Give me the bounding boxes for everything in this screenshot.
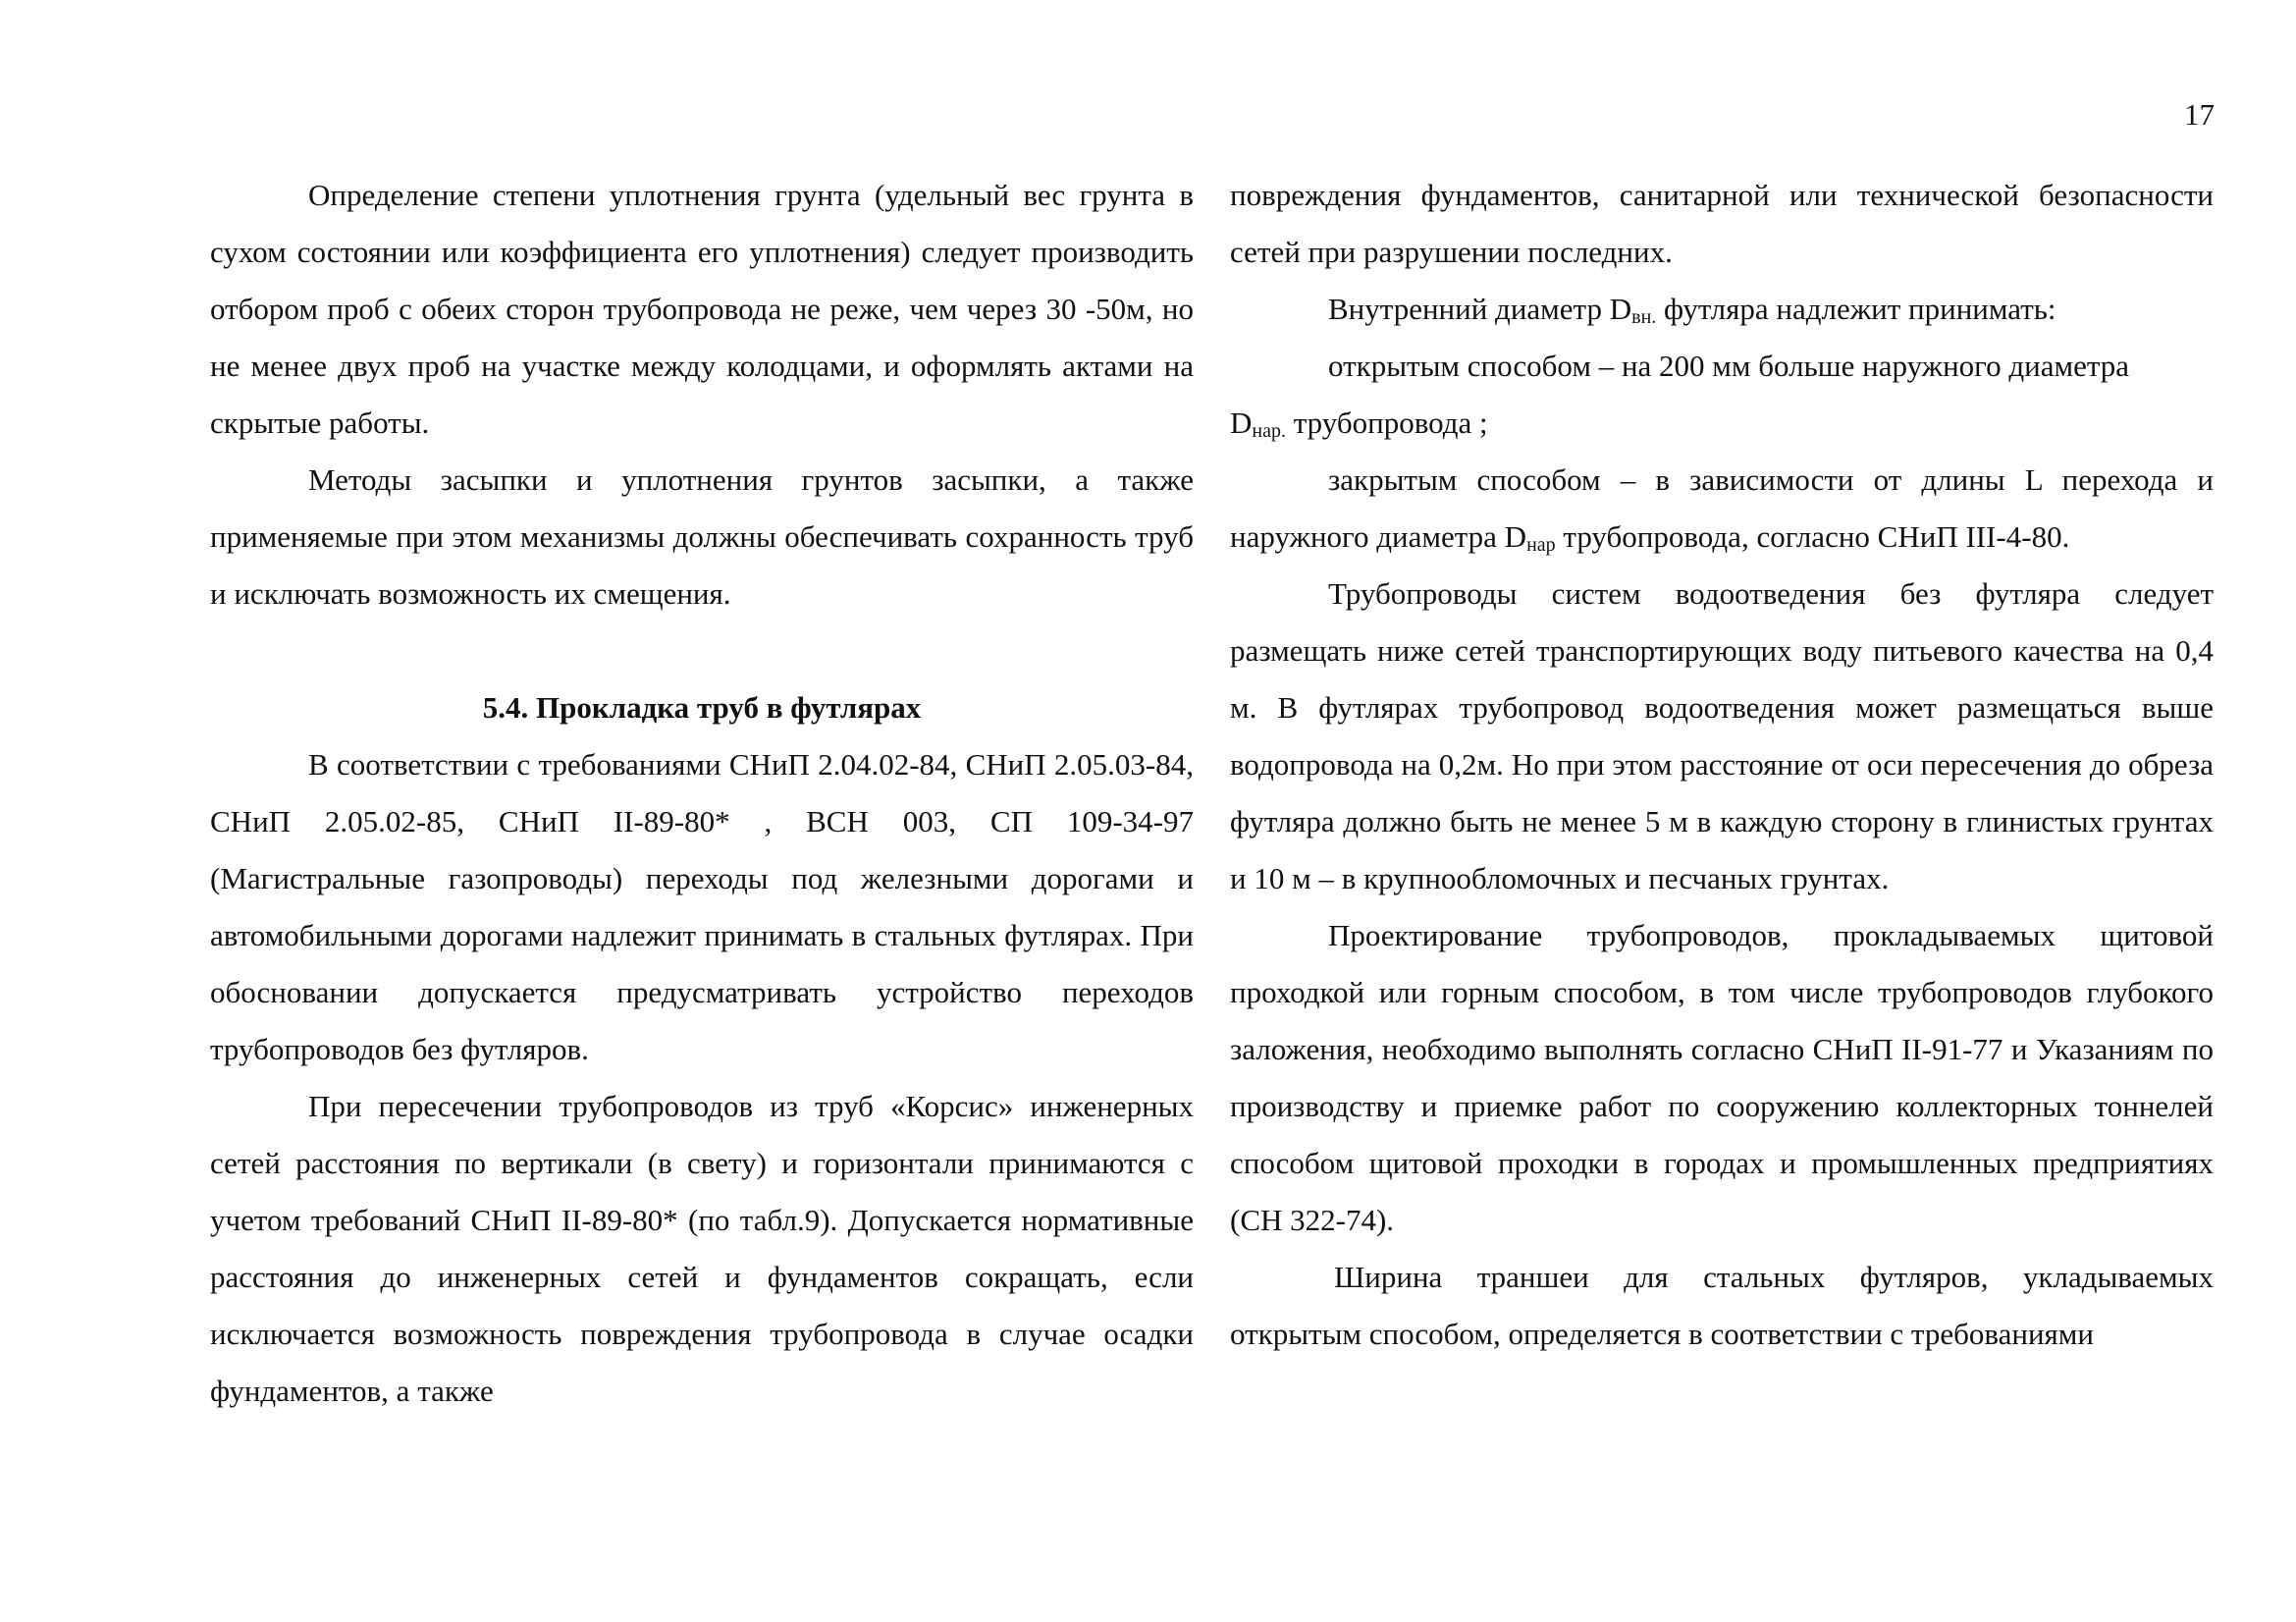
paragraph-closed-method [1230, 452, 2214, 566]
page-number: 17 [2184, 97, 2215, 132]
inner-diameter-text: Внутренний диаметр D [1328, 292, 1632, 326]
left-column [210, 167, 1194, 1420]
paragraph-soil-compaction: Определение степени уплотнения грунта (удельный вес грунта в сухом состоянии или коэффициента его уплотнения) следует производить отбором проб с обеих сторон трубопровода не реже, чем через 30 -50м, но не менее двух проб на участке между колодцами, и оформлять актами на скрытые работы. [210, 178, 1194, 440]
paragraph-casing-requirements: В соответствии с требованиями СНиП 2.04.02-84, СНиП 2.05.03-84, СНиП 2.05.02-85, СНиП II-89-80* , ВСН 003, СП 109-34-97 (Магистральные газопроводы) переходы под железными дорогами и автомобильными дорогами надлежит принимать в стальных футлярах. При обосновании допускается предусматривать устройство переходов трубопроводов без футляров. [210, 747, 1194, 1066]
paragraph-open-method: открытым способом – на 200 мм больше наружного диаметра [1328, 349, 2130, 383]
inner-diameter-text-end: футляра надлежит принимать: [1656, 292, 2056, 326]
paragraph-trench-width: Ширина траншеи для стальных футляров, укладываемых открытым способом, определяется в соответствии с требованиями [1230, 1260, 2214, 1351]
paragraph-continuation: повреждения фундаментов, санитарной или технической безопасности сетей при разрушении последних. [1230, 178, 2214, 269]
inner-diameter-subscript: вн. [1631, 306, 1657, 328]
paragraph-drainage-pipelines: Трубопроводы систем водоотведения без футляра следует размещать ниже сетей транспортирующих воду питьевого качества на 0,4 м. В футлярах трубопровод водоотведения может размещаться выше водопровода на 0,2м. Но при этом расстояние от оси пересечения до обреза футляра должно быть не менее 5 м в каждую сторону в глинистых грунтах и 10 м – в крупнообломочных и песчаных грунтах. [1230, 576, 2214, 895]
outer-diameter-text: трубопровода ; [1285, 406, 1488, 440]
outer-diameter-symbol: D [1230, 406, 1253, 440]
paragraph-crossing-distances: При пересечении трубопроводов из труб «Корсис» инженерных сетей расстояния по вертикали (в свету) и горизонтали принимаются с учетом требований СНиП II-89-80* (по табл.9). Допускается нормативные расстояния до инженерных сетей и фундаментов сокращать, если исключается возможность повреждения трубопровода в случае осадки фундаментов, а также [210, 1089, 1194, 1408]
paragraph-open-method-continuation [1230, 395, 2214, 452]
paragraph-backfill-methods: Методы засыпки и уплотнения грунтов засыпки, а также применяемые при этом механизмы должны обеспечивать сохранность труб и исключать возможность их смещения. [210, 462, 1194, 611]
paragraph-shield-tunneling: Проектирование трубопроводов, прокладываемых щитовой проходкой или горным способом, в том числе трубопроводов глубокого заложения, необходимо выполнять согласно СНиП II-91-77 и Указаниям по производству и приемке работ по сооружению коллекторных тоннелей способом щитовой проходки в городах и промышленных предприятиях (СН 322-74). [1230, 918, 2214, 1237]
closed-method-subscript: нар [1526, 534, 1556, 556]
closed-method-text-end: трубопровода, согласно СНиП III-4-80. [1555, 519, 2070, 554]
closed-method-text: закрытым способом – в зависимости от длины L перехода и наружного диаметра D [1230, 462, 2214, 554]
section-heading: 5.4. Прокладка труб в футлярах [482, 690, 922, 725]
paragraph-inner-diameter [1230, 281, 2214, 338]
right-column [1230, 167, 2214, 1363]
outer-diameter-subscript: нар. [1252, 420, 1286, 442]
